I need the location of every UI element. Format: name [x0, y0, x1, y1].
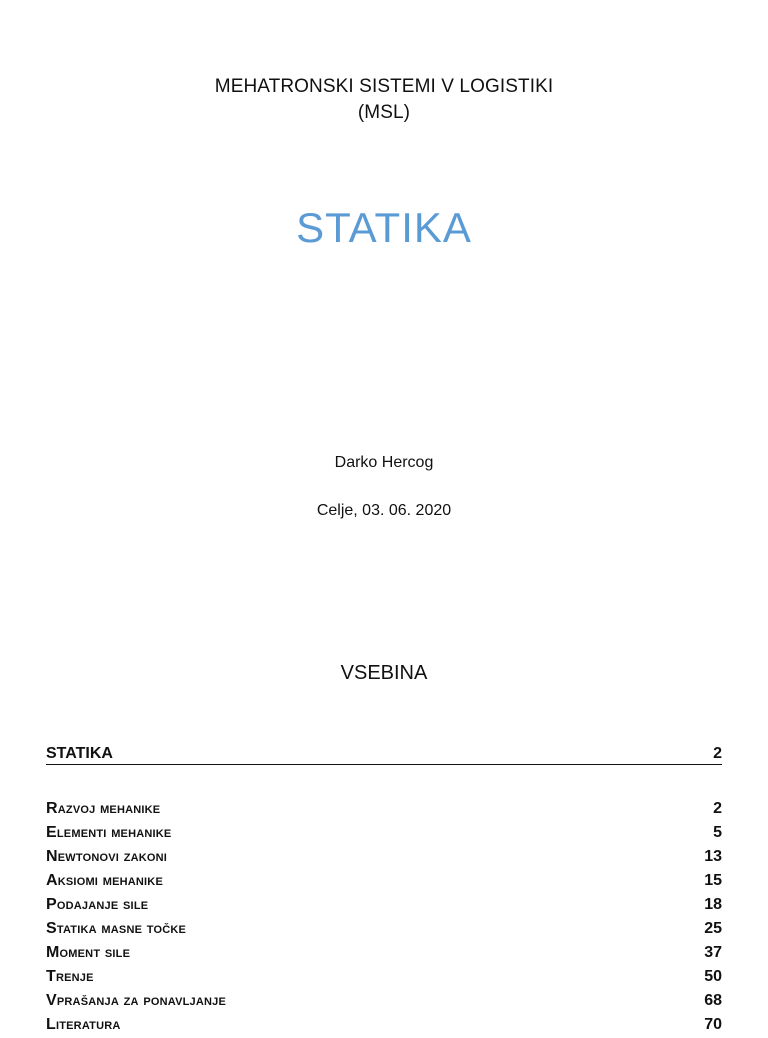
toc-entry[interactable]	[46, 990, 722, 1014]
toc-entry[interactable]	[46, 1014, 722, 1038]
toc-entry-page: 2	[713, 800, 722, 817]
course-abbreviation: (MSL)	[357, 102, 411, 123]
toc-entry[interactable]	[46, 894, 722, 918]
toc-entry-page: 13	[704, 848, 722, 865]
toc-entry-page: 18	[704, 896, 722, 913]
toc-entry[interactable]	[46, 846, 722, 870]
toc-chapter-entry[interactable]	[46, 745, 722, 765]
toc-entry-page: 68	[704, 992, 722, 1009]
toc-chapter-page: 2	[713, 745, 722, 762]
toc-entry[interactable]	[46, 822, 722, 846]
toc-chapter-label: STATIKA	[46, 745, 113, 762]
toc-entry-label: Aksiomi mehanike	[46, 872, 163, 889]
toc-entry-page: 70	[704, 1016, 722, 1033]
course-name: MEHATRONSKI SISTEMI V LOGISTIKI	[214, 76, 554, 97]
toc-entry-page: 37	[704, 944, 722, 961]
toc-entry-label: Vprašanja za ponavljanje	[46, 992, 227, 1009]
toc-entry[interactable]	[46, 870, 722, 894]
toc-entry-label: Trenje	[46, 968, 94, 985]
toc-entry-label: Razvoj mehanike	[46, 800, 161, 817]
toc-heading: VSEBINA	[340, 662, 428, 684]
place-and-date: Celje, 03. 06. 2020	[316, 502, 452, 519]
author-name: Darko Hercog	[334, 454, 434, 471]
toc-entry[interactable]	[46, 798, 722, 822]
toc-entry[interactable]	[46, 966, 722, 990]
toc-entry-label: Statika masne točke	[46, 920, 187, 937]
toc-entry[interactable]	[46, 942, 722, 966]
toc-entry[interactable]	[46, 918, 722, 942]
toc-entry-label: Elementi mehanike	[46, 824, 172, 841]
toc-entry-page: 25	[704, 920, 722, 937]
toc-entry-label: Newtonovi zakoni	[46, 848, 168, 865]
toc-entry-page: 5	[713, 824, 722, 841]
toc-entry-label: Moment sile	[46, 944, 131, 961]
toc-entry-label: Literatura	[46, 1016, 121, 1033]
toc-entry-label: Podajanje sile	[46, 896, 149, 913]
toc-entry-page: 50	[704, 968, 722, 985]
document-title: STATIKA	[296, 204, 472, 251]
toc-list	[46, 798, 722, 1038]
toc-entry-page: 15	[704, 872, 722, 889]
course-title	[0, 74, 768, 126]
